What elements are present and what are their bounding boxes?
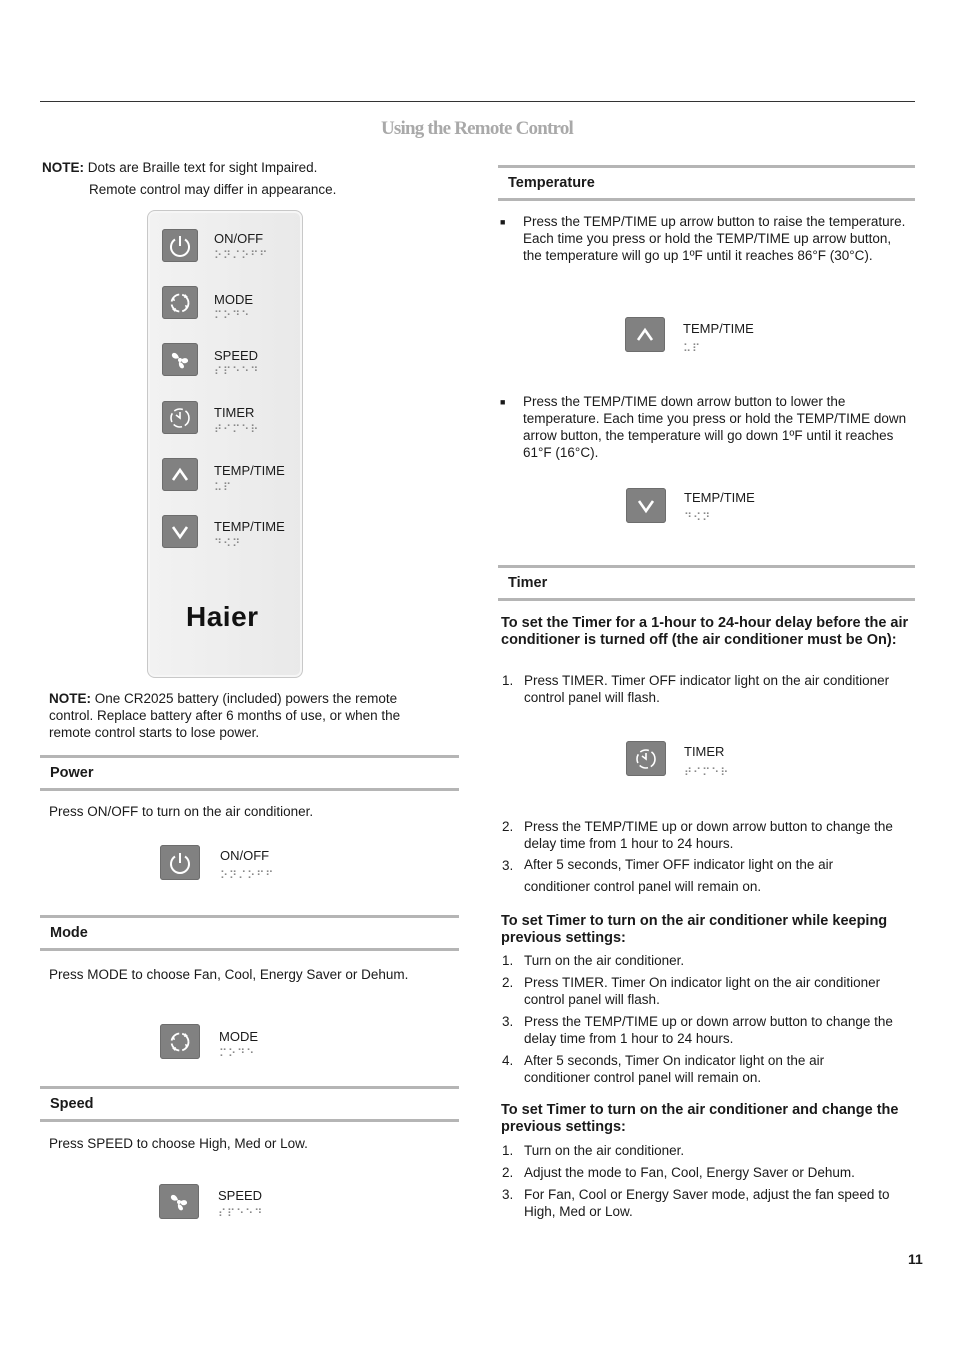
- timer-step-3a: Turn on the air conditioner.: [524, 1143, 685, 1158]
- timer-num-2b: 2.: [502, 975, 514, 990]
- timer-step-2a: Turn on the air conditioner.: [524, 953, 685, 968]
- bullet-1: ■: [500, 217, 506, 227]
- section-header-power: [40, 755, 459, 791]
- power-icon: [162, 229, 198, 262]
- timer-num-1a: 1.: [502, 673, 514, 688]
- remote-braille-onoff: ⠕⠝⠌⠕⠋⠋: [214, 250, 269, 262]
- remote-braille-speed: ⠎⠏⠑⠑⠙: [214, 366, 260, 378]
- timer-num-1b: 2.: [502, 819, 514, 834]
- temp-down-braille: ⠙⠪⠝: [684, 512, 712, 524]
- up-arrow-icon: [625, 317, 665, 352]
- power-text: Press ON/OFF to turn on the air conditioner.: [49, 804, 314, 819]
- speed-braille: ⠎⠏⠑⠑⠙: [218, 1208, 264, 1220]
- down-arrow-icon: [162, 515, 198, 548]
- speed-text: Press SPEED to choose High, Med or Low.: [49, 1136, 308, 1151]
- remote-braille-timer: ⠞⠊⠍⠑⠗: [214, 424, 260, 436]
- remote-braille-mode: ⠍⠕⠙⠑: [214, 310, 251, 322]
- appearance-note: Remote control may differ in appearance.: [89, 182, 337, 197]
- timer-num-3a: 1.: [502, 1143, 514, 1158]
- braille-note: [42, 159, 317, 176]
- bullet-2: ■: [500, 397, 506, 407]
- remote-label-temp-down: TEMP/TIME: [214, 519, 285, 534]
- temp-down-text: Press the TEMP/TIME down arrow button to lower the temperature. Each time you press or hold the TEMP/TIME down arrow button, the temperature will go down 1ºF until it reaches 61°F (16°C).: [523, 394, 907, 460]
- fan-icon: [159, 1184, 199, 1219]
- page-title: Using the Remote Control: [380, 118, 574, 139]
- remote-label-onoff: ON/OFF: [214, 231, 264, 246]
- timer-icon: [162, 401, 198, 434]
- timer-icon: [626, 741, 666, 776]
- section-header-timer: [498, 565, 915, 601]
- battery-note-label: NOTE:: [49, 691, 91, 706]
- timer-step-1c: After 5 seconds, Timer OFF indicator light on the air conditioner control panel will remain on.: [524, 857, 834, 894]
- remote-label-timer: TIMER: [214, 405, 255, 420]
- speed-heading: Speed: [50, 1096, 94, 1112]
- mode-heading: Mode: [50, 925, 88, 941]
- remote-braille-temp-up: ⠥⠏: [214, 482, 233, 494]
- timer-heading: Timer: [508, 575, 548, 591]
- power-icon: [160, 845, 200, 880]
- timer-step-1b: Press the TEMP/TIME up or down arrow button to change the delay time from 1 hour to 24 hours.: [524, 819, 893, 851]
- remote-label-temp-up: TEMP/TIME: [214, 463, 285, 478]
- section-header-temperature: [498, 165, 915, 201]
- mode-text: Press MODE to choose Fan, Cool, Energy Saver or Dehum.: [49, 967, 409, 982]
- timer-step-3c: For Fan, Cool or Energy Saver mode, adjust the fan speed to High, Med or Low.: [524, 1187, 890, 1219]
- temperature-heading: Temperature: [508, 175, 595, 191]
- power-braille: ⠕⠝⠌⠕⠋⠋: [220, 870, 275, 882]
- timer-num-2d: 4.: [502, 1053, 514, 1068]
- timer-step-2c: Press the TEMP/TIME up or down arrow button to change the delay time from 1 hour to 24 hours.: [524, 1014, 893, 1046]
- mode-icon: [160, 1024, 200, 1059]
- section-header-speed: [40, 1086, 459, 1122]
- remote-braille-temp-down: ⠙⠪⠝: [214, 538, 242, 550]
- section-header-mode: [40, 915, 459, 951]
- timer-num-2c: 3.: [502, 1014, 514, 1029]
- timer-num-3b: 2.: [502, 1165, 514, 1180]
- remote-control-image: [147, 210, 303, 678]
- remote-label-mode: MODE: [214, 292, 253, 307]
- power-button-label: ON/OFF: [220, 848, 270, 863]
- mode-braille: ⠍⠕⠙⠑: [219, 1048, 256, 1060]
- temp-up-label: TEMP/TIME: [683, 321, 754, 336]
- haier-logo: Haier: [186, 601, 259, 632]
- temp-down-label: TEMP/TIME: [684, 490, 755, 505]
- temp-up-braille: ⠥⠏: [683, 343, 702, 355]
- timer-step-1a: Press TIMER. Timer OFF indicator light on the air conditioner control panel will flash.: [524, 673, 890, 705]
- fan-icon: [162, 343, 198, 376]
- timer-subheading-1: To set the Timer for a 1-hour to 24-hour delay before the air conditioner is turned off (the air conditioner must be On):: [501, 615, 909, 648]
- timer-num-3c: 3.: [502, 1187, 514, 1202]
- timer-step-3b: Adjust the mode to Fan, Cool, Energy Saver or Dehum.: [524, 1165, 855, 1180]
- remote-label-speed: SPEED: [214, 348, 259, 363]
- timer-step-2b: Press TIMER. Timer On indicator light on the air conditioner control panel will flash.: [524, 975, 881, 1007]
- mode-icon: [162, 286, 198, 319]
- page-number: 11: [908, 1251, 923, 1267]
- timer-button-label: TIMER: [684, 744, 725, 759]
- timer-braille: ⠞⠊⠍⠑⠗: [684, 767, 730, 779]
- temp-up-text: Press the TEMP/TIME up arrow button to raise the temperature. Each time you press or hold the TEMP/TIME up arrow button, the temperature will go up 1ºF until it reaches 86°F (30°C).: [523, 214, 906, 263]
- timer-step-2d: After 5 seconds, Timer On indicator light on the air conditioner control panel will remain on.: [524, 1053, 825, 1085]
- battery-note: [49, 690, 429, 741]
- mode-button-label: MODE: [219, 1029, 258, 1044]
- note-text: Dots are Braille text for sight Impaired.: [87, 160, 318, 175]
- power-heading: Power: [50, 765, 94, 781]
- timer-num-1c: 3.: [502, 858, 514, 873]
- top-rule: [40, 101, 915, 102]
- timer-num-2a: 1.: [502, 953, 514, 968]
- timer-subheading-3: To set Timer to turn on the air conditioner and change the previous settings:: [501, 1102, 899, 1135]
- down-arrow-icon: [626, 488, 666, 523]
- battery-note-text: One CR2025 battery (included) powers the remote control. Replace battery after 6 months of use, or when the remote control starts to lose power.: [49, 691, 401, 740]
- speed-button-label: SPEED: [218, 1188, 263, 1203]
- up-arrow-icon: [162, 458, 198, 491]
- timer-subheading-2: To set Timer to turn on the air conditioner while keeping previous settings:: [501, 913, 888, 946]
- note-label: NOTE:: [42, 160, 84, 175]
